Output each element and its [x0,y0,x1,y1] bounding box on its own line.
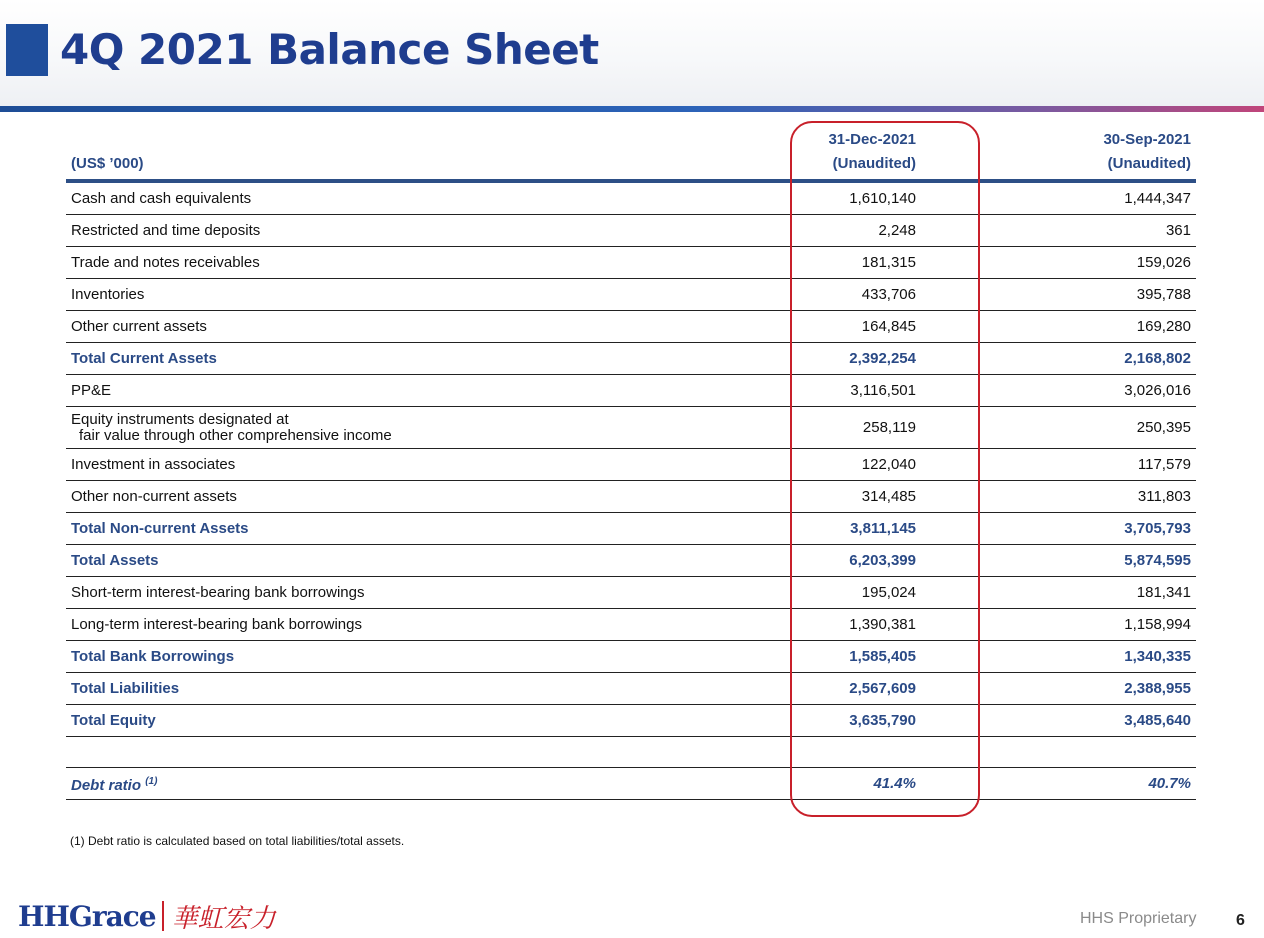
table-row [66,215,1196,247]
value-dec: 314,485 [681,481,956,513]
value-sep: 2,168,802 [956,343,1196,375]
value-sep: 181,341 [956,577,1196,609]
debt-ratio-label: Debt ratio [71,776,142,794]
value-dec: 2,248 [681,215,956,247]
row-label-line1: Equity instruments designated at [71,410,289,428]
row-label: Total Non-current Assets [66,513,681,545]
value-dec: 258,119 [681,407,956,449]
column-status-sep: (Unaudited) [1107,155,1191,172]
proprietary-label: HHS Proprietary [1080,910,1197,927]
unit-label: (US$ ’000) [71,155,144,172]
value-dec: 6,203,399 [681,545,956,577]
debt-ratio-label-cell [66,768,681,800]
value-dec: 2,392,254 [681,343,956,375]
table-row [66,407,1196,449]
value-dec: 3,116,501 [681,375,956,407]
row-label: Total Assets [66,545,681,577]
value-sep: 3,485,640 [956,705,1196,737]
column-date-sep: 30-Sep-2021 [1103,131,1191,148]
row-label: Short-term interest-bearing bank borrowings [66,577,681,609]
row-label: Total Liabilities [66,673,681,705]
value-dec: 122,040 [681,449,956,481]
value-sep: 169,280 [956,311,1196,343]
value-dec: 164,845 [681,311,956,343]
value-sep: 2,388,955 [956,673,1196,705]
header-accent-square [6,24,48,76]
table-row-total [66,705,1196,737]
logo-divider [162,901,164,931]
value-dec: 1,585,405 [681,641,956,673]
debt-ratio-sep: 40.7% [956,768,1196,800]
row-label: Inventories [66,279,681,311]
row-label: Total Equity [66,705,681,737]
value-sep: 395,788 [956,279,1196,311]
value-sep: 3,026,016 [956,375,1196,407]
debt-ratio-row [66,768,1196,800]
row-label: Long-term interest-bearing bank borrowings [66,609,681,641]
page-number: 6 [1236,912,1245,929]
table-row [66,181,1196,215]
value-dec: 181,315 [681,247,956,279]
logo-text: HHGrace [18,899,156,933]
table-row-total [66,641,1196,673]
slide-header [0,0,1264,106]
row-label: Total Current Assets [66,343,681,375]
table-row-total [66,343,1196,375]
value-sep: 361 [956,215,1196,247]
spacer-cell [956,737,1196,768]
column-status-dec: (Unaudited) [832,155,916,172]
company-logo [18,898,276,934]
value-dec: 2,567,609 [681,673,956,705]
page-title: 4Q 2021 Balance Sheet [60,25,599,74]
table-row [66,311,1196,343]
row-label: Cash and cash equivalents [66,181,681,215]
table-row [66,279,1196,311]
row-label: PP&E [66,375,681,407]
table-header-row [66,128,1196,181]
logo-chinese-text: 華虹宏力 [171,903,276,934]
footnote-marker: (1) [145,775,158,787]
value-dec: 3,811,145 [681,513,956,545]
row-label-line2: fair value through other comprehensive income [79,426,392,444]
table-row-total [66,673,1196,705]
value-sep: 311,803 [956,481,1196,513]
table-row [66,449,1196,481]
row-label: Trade and notes receivables [66,247,681,279]
value-dec: 433,706 [681,279,956,311]
row-label: Investment in associates [66,449,681,481]
value-sep: 1,340,335 [956,641,1196,673]
column-header-sep [956,128,1196,181]
table-row [66,577,1196,609]
table-row [66,375,1196,407]
balance-sheet-table [66,128,1196,800]
value-sep: 5,874,595 [956,545,1196,577]
row-label: Restricted and time deposits [66,215,681,247]
table-row [66,247,1196,279]
value-dec: 3,635,790 [681,705,956,737]
row-label: Other current assets [66,311,681,343]
table-row [66,481,1196,513]
value-dec: 195,024 [681,577,956,609]
row-label: Other non-current assets [66,481,681,513]
value-sep: 117,579 [956,449,1196,481]
debt-ratio-dec: 41.4% [681,768,956,800]
value-sep: 3,705,793 [956,513,1196,545]
row-label-multiline [66,407,681,449]
table-spacer-row [66,737,1196,768]
value-dec: 1,390,381 [681,609,956,641]
value-sep: 1,444,347 [956,181,1196,215]
spacer-cell [66,737,681,768]
value-sep: 159,026 [956,247,1196,279]
table-row-total [66,545,1196,577]
value-sep: 1,158,994 [956,609,1196,641]
column-header-dec [681,128,956,181]
value-dec: 1,610,140 [681,181,956,215]
footnote: (1) Debt ratio is calculated based on total liabilities/total assets. [70,834,405,848]
header-divider [0,106,1264,112]
column-date-dec: 31-Dec-2021 [828,131,916,148]
spacer-cell [681,737,956,768]
row-label: Total Bank Borrowings [66,641,681,673]
table-row [66,609,1196,641]
table-row-total [66,513,1196,545]
value-sep: 250,395 [956,407,1196,449]
